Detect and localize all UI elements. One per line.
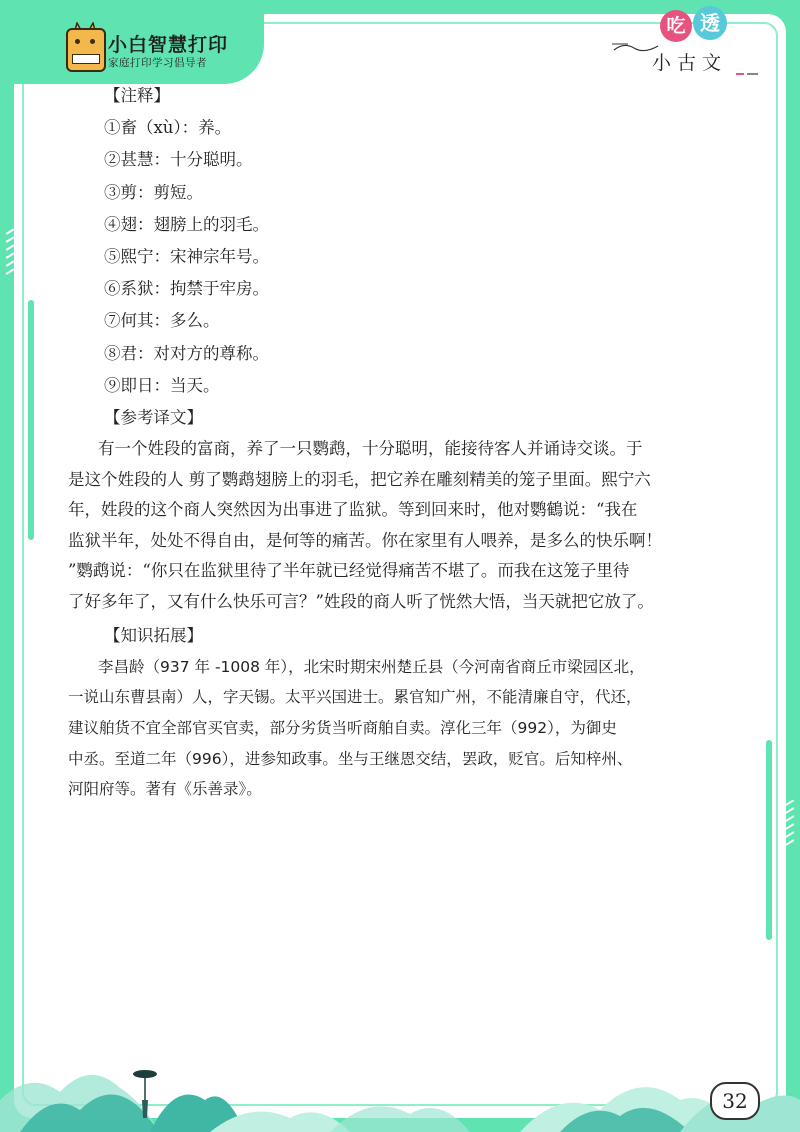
left-stripes-decoration [6,228,16,286]
extension-line: 河阳府等。著有《乐善录》。 [68,780,262,799]
brand-char-1: 吃 [660,10,692,42]
translation-heading: 【参考译文】 [104,407,203,427]
brand-dash-decoration [736,70,758,78]
note-item: ⑧君：对对方的尊称。 [104,343,269,363]
note-item: ②甚慧：十分聪明。 [104,150,253,170]
note-item: ⑤熙宁：宋神宗年号。 [104,246,269,266]
note-item: ⑨即日：当天。 [104,375,220,395]
translation-line: ”鹦鹉说：“你只在监狱里待了半年就已经觉得痛苦不堪了。而我在这笼子里待 [68,561,630,581]
translation-paragraph [68,434,748,618]
note-item: ④翅：翅膀上的羽毛。 [104,214,269,234]
logo-title: 小白智慧打印 [108,34,229,56]
note-item: ⑦何其：多么。 [104,311,220,331]
page-number: 32 [710,1082,760,1120]
note-item: ①畜（xù）：养。 [104,118,232,138]
translation-line: 是这个姓段的人 剪了鹦鹉翅膀上的羽毛，把它养在雕刻精美的笼子里面。熙宁六 [68,469,651,489]
extension-line: 李昌龄（937 年 -1008 年），北宋时期宋州楚丘县（今河南省商丘市梁园区北， [98,657,645,676]
extension-line: 中丞。至道二年（996），进参知政事。坐与王继恩交结，罢政，贬官。后知梓州、 [68,749,633,768]
extension-heading: 【知识拓展】 [104,625,203,645]
notes-heading: 【注释】 [104,86,170,105]
translation-line: 了好多年了，又有什么快乐可言？”姓段的商人听了恍然大悟，当天就把它放了。 [68,592,654,612]
extension-paragraph [68,652,748,805]
right-stripes-decoration [784,800,794,858]
translation-line: 年，姓段的这个商人突然因为出事进了监狱。等到回来时，他对鹦鶴说：“我在 [68,500,638,520]
logo-subtitle: 家庭打印学习倡导者 [108,57,207,69]
logo-printer-icon [66,28,106,72]
note-item: ⑥系狱：拘禁于牢房。 [104,279,269,299]
translation-line: 监狱半年，处处不得自由，是何等的痛苦。你在家里有人喂养，是多么的快乐啊！ [68,530,662,550]
main-content [68,80,748,805]
brand-char-2: 透 [693,6,727,40]
left-bar-decoration [28,300,34,540]
extension-line: 建议舶货不宜全部官买官卖，部分劣货当听商舶自卖。淳化三年（992），为御史 [68,719,617,737]
extension-line: 一说山东曹县南）人，字天锡。太平兴国进士。累官知广州，不能清廉自守，代还， [68,688,642,707]
brand-subtitle: 小古文 [652,52,728,74]
mountain-landscape-decoration [0,1030,800,1132]
note-item: ③剪：剪短。 [104,182,203,202]
translation-line: 有一个姓段的富商，养了一只鹦鹉，十分聪明，能接待客人并诵诗交谈。于 [98,439,643,459]
right-bar-decoration [766,740,772,940]
